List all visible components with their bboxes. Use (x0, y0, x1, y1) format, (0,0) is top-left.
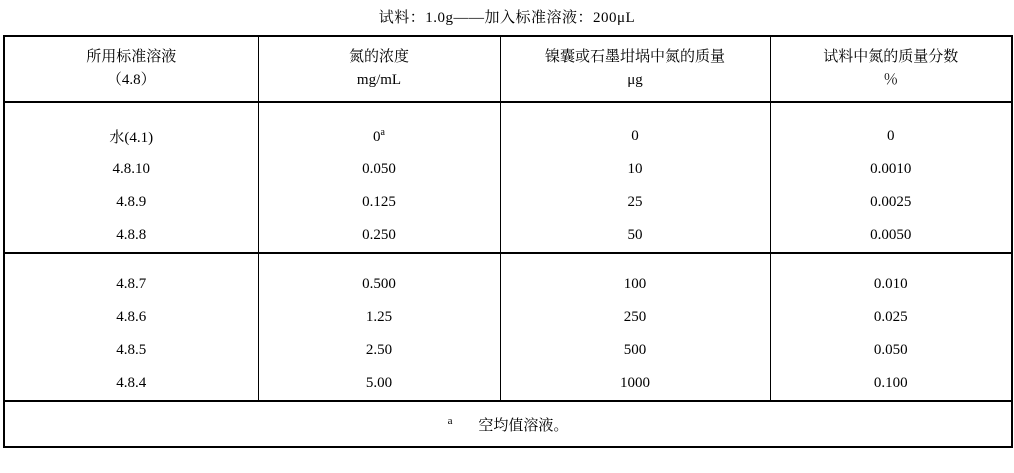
header-row (4, 36, 1012, 102)
cell-concentration: 2.50 (258, 334, 500, 367)
header-line-1: 试料中氮的质量分数 (823, 48, 959, 65)
cell-concentration (258, 120, 500, 153)
cell-concentration: 0.500 (258, 268, 500, 301)
group-spacer-row (4, 253, 1012, 268)
cell-value: 0 (373, 129, 381, 145)
cell-nitrogen-mass: 50 (500, 219, 770, 253)
cell-standard-solution: 4.8.10 (4, 153, 258, 186)
header-line-2: ％ (883, 72, 899, 88)
cell-mass-fraction: 0.025 (770, 301, 1012, 334)
table-row (4, 268, 1012, 301)
column-header-nitrogen-concentration (258, 36, 500, 102)
cell-concentration: 5.00 (258, 367, 500, 401)
table-row (4, 334, 1012, 367)
header-line-2: mg/mL (356, 72, 402, 88)
table-body (4, 102, 1012, 447)
cell-mass-fraction: 0.010 (770, 268, 1012, 301)
header-line-1: 所用标准溶液 (86, 48, 177, 65)
header-line-1: 镍囊或石墨坩埚中氮的质量 (544, 48, 725, 65)
footnote-ref: a (380, 127, 385, 138)
table-row (4, 186, 1012, 219)
table-row (4, 153, 1012, 186)
table-row (4, 301, 1012, 334)
cell-mass-fraction: 0 (770, 120, 1012, 153)
spacer-cell (4, 253, 258, 268)
nitrogen-standards-table (3, 35, 1013, 448)
header-line-2: μg (627, 72, 643, 88)
cell-mass-fraction: 0.050 (770, 334, 1012, 367)
table-caption: 试料：1.0g——加入标准溶液：200μL (378, 10, 636, 26)
spacer-row-top (4, 102, 1012, 120)
table-row (4, 120, 1012, 153)
spacer-cell (258, 253, 500, 268)
cell-standard-solution: 4.8.9 (4, 186, 258, 219)
cell-standard-solution: 4.8.4 (4, 367, 258, 401)
cell-standard-solution: 4.8.6 (4, 301, 258, 334)
cell-concentration: 0.250 (258, 219, 500, 253)
header-line-1: 氮的浓度 (348, 48, 409, 65)
table-footnote (4, 401, 1012, 447)
spacer-cell (4, 102, 258, 120)
footnote-label: 空均值溶液。 (478, 417, 569, 434)
cell-nitrogen-mass: 10 (500, 153, 770, 186)
table-row (4, 219, 1012, 253)
cell-standard-solution: 4.8.5 (4, 334, 258, 367)
spacer-cell (500, 253, 770, 268)
cell-standard-solution: 水(4.1) (4, 120, 258, 153)
cell-mass-fraction: 0.0025 (770, 186, 1012, 219)
spacer-cell (258, 102, 500, 120)
table-footnote-row (4, 401, 1012, 447)
cell-nitrogen-mass: 1000 (500, 367, 770, 401)
spacer-cell (500, 102, 770, 120)
cell-standard-solution: 4.8.7 (4, 268, 258, 301)
cell-concentration: 0.050 (258, 153, 500, 186)
cell-nitrogen-mass: 25 (500, 186, 770, 219)
spacer-cell (770, 102, 1012, 120)
footnote-marker: a (447, 414, 453, 427)
cell-nitrogen-mass: 100 (500, 268, 770, 301)
cell-mass-fraction: 0.0010 (770, 153, 1012, 186)
cell-nitrogen-mass: 0 (500, 120, 770, 153)
table-row (4, 367, 1012, 401)
column-header-mass-fraction (770, 36, 1012, 102)
spacer-cell (770, 253, 1012, 268)
cell-nitrogen-mass: 250 (500, 301, 770, 334)
cell-standard-solution: 4.8.8 (4, 219, 258, 253)
cell-nitrogen-mass: 500 (500, 334, 770, 367)
cell-mass-fraction: 0.0050 (770, 219, 1012, 253)
cell-mass-fraction: 0.100 (770, 367, 1012, 401)
column-header-standard-solution (4, 36, 258, 102)
header-line-2: （4.8） (106, 72, 156, 88)
column-header-nitrogen-mass (500, 36, 770, 102)
cell-concentration: 1.25 (258, 301, 500, 334)
table-header (4, 36, 1012, 102)
cell-concentration: 0.125 (258, 186, 500, 219)
